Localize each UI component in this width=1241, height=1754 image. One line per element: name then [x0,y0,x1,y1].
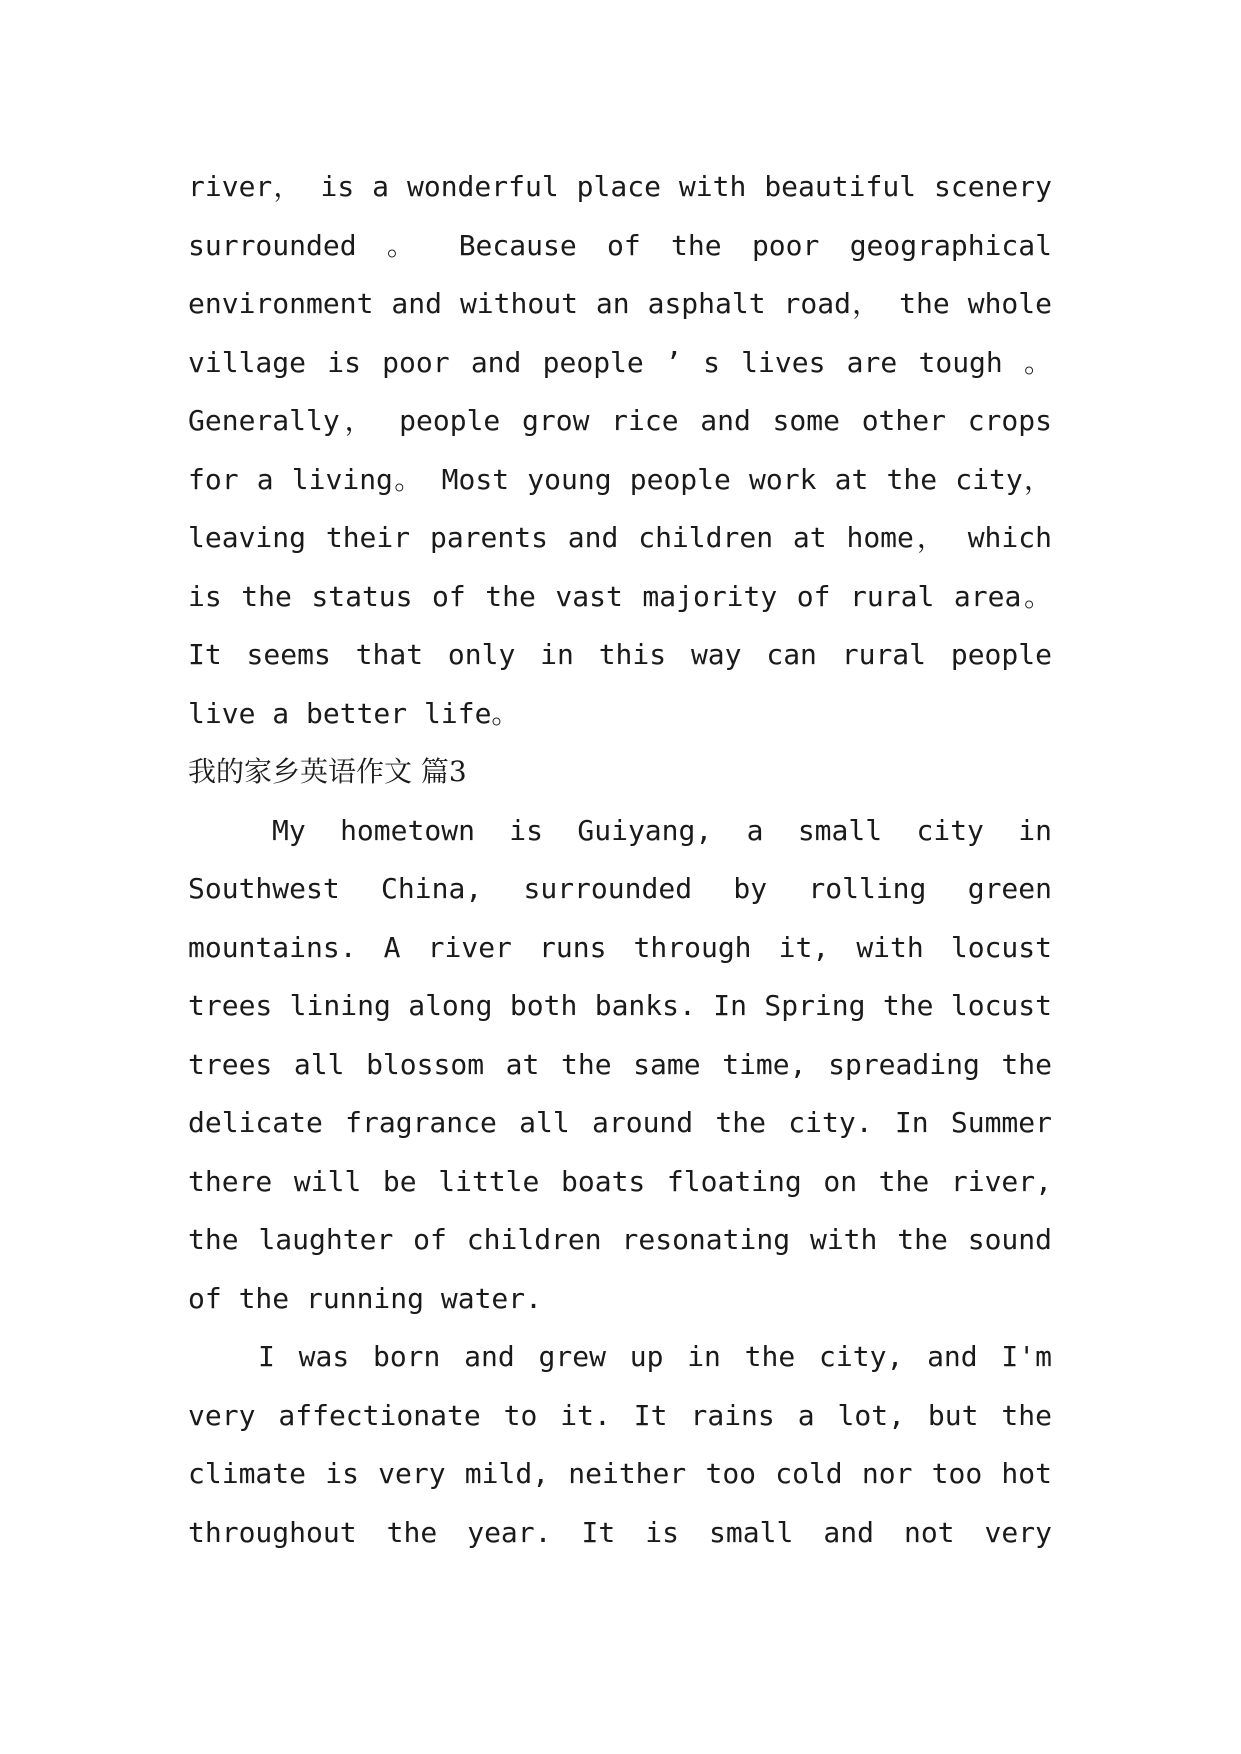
section-heading: 我的家乡英语作文 篇3 [188,755,467,788]
text-line: throughout the year. It is small and not very [188,1515,1052,1549]
text-line: leaving their parents and children at home， which [188,521,1052,554]
text-line: of the running water. [188,1281,543,1315]
text-line: for a living。 Most young people work at the city， [188,462,1052,496]
text-line: mountains. A river runs through it, with locust [188,930,1052,964]
text-line: there will be little boats floating on the river, [188,1164,1052,1198]
text-line: trees all blossom at the same time, spreading the [188,1047,1052,1081]
paragraph-2 [188,802,1052,1329]
document-page [188,158,1052,1562]
text-line: I was born and grew up in the city, and I'm [258,1340,1052,1373]
text-line: delicate fragrance all around the city. In Summer [188,1106,1052,1139]
text-line: is the status of the vast majority of rural area。 [188,579,1052,613]
text-line: surrounded 。 Because of the poor geographical [188,228,1052,262]
text-line: river， is a wonderful place with beautiful scenery [188,170,1052,203]
text-line: environment and without an asphalt road， the whole [188,287,1052,320]
paragraph-1 [188,158,1052,743]
text-line: village is poor and people ’ s lives are tough 。 [188,345,1052,379]
text-line: My hometown is Guiyang, a small city in [272,813,1052,847]
text-line: Southwest China, surrounded by rolling green [188,872,1052,905]
text-line: the laughter of children resonating with the sound [188,1223,1052,1256]
paragraph-3 [188,1328,1052,1562]
text-line: Generally， people grow rice and some other crops [188,404,1052,437]
text-line: live a better life。 [188,696,520,730]
text-line: very affectionate to it. It rains a lot, but the [188,1398,1052,1432]
text-line: climate is very mild, neither too cold nor too hot [188,1457,1052,1490]
text-line: It seems that only in this way can rural people [188,638,1052,671]
text-line: trees lining along both banks. In Spring the locust [188,989,1052,1022]
